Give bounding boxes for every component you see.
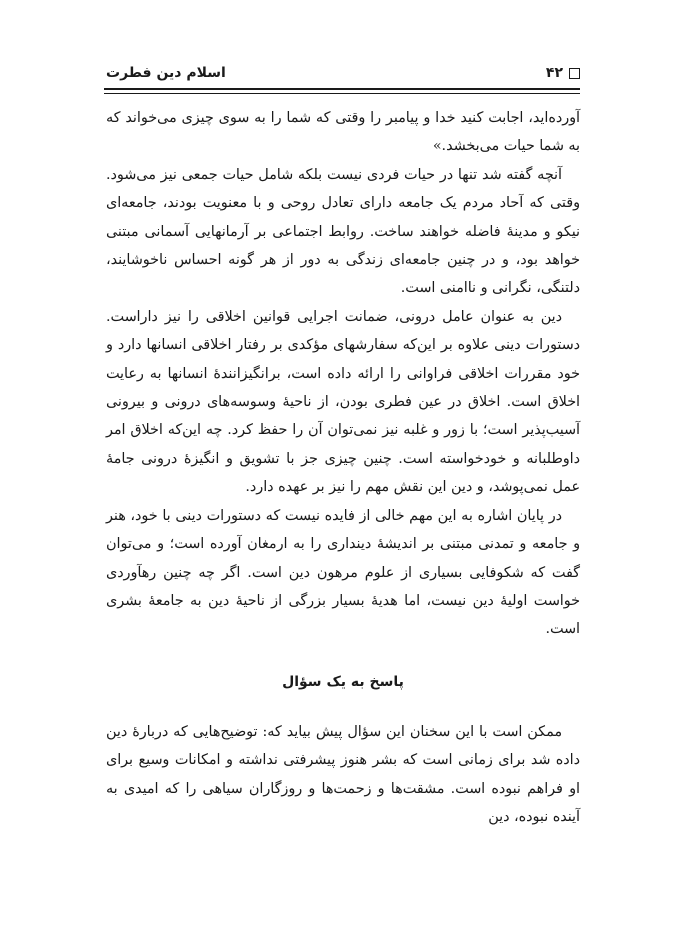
paragraph: آورده‌ايد، اجابت كنيد خدا و پيامبر را وقتى كه شما را به سوى چيزى مى‌خواند كه به شما حيات مى‌بخشد.»	[106, 110, 580, 155]
page-body	[106, 104, 580, 831]
paragraph: دين به عنوان عامل درونى، ضمانت اجرايى قوانين اخلاقى را نيز داراست. دستورات دينى علاوه بر اين‌كه سفارشهاى مؤكدى بر رفتار اخلاقى انسانها دارد و خود مقررات اخلاقى فراوانى را ارائه داده است، برانگيزانندهٔ انسانها به رعايت اخلاق است. اخلاق در عين فطرى بودن، از ناحيهٔ وسوسه‌هاى درونى و بيرونى آسيب‌پذير است؛ با زور و غلبه نيز نمى‌توان آن را حفظ كرد. چه اين‌كه اخلاق امر داوطلبانه و خودخواسته است. چنين چيزى جز با تشويق و انگيزهٔ درونى جامهٔ عمل نمى‌پوشد، و دين اين نقش مهم را نيز بر عهده دارد.	[106, 308, 580, 496]
page-number-group	[546, 65, 580, 81]
paragraph: ممكن است با اين سخنان اين سؤال پيش بيايد كه: توضيح‌هايى كه دربارهٔ دين داده شد براى زمانى است كه بشر هنوز پيشرفتى نداشته و امكانات وسيع براى او فراهم نبوده است. مشقت‌ها و زحمت‌ها و روزگاران سياهى را كه اميدى به آينده نبوده، دين	[106, 723, 580, 825]
section-heading: پاسخ به يک سؤال	[282, 673, 404, 690]
paragraph: آنچه گفته شد تنها در حيات فردى نيست بلكه شامل حيات جمعى نيز مى‌شود. وقتى كه آحاد مردم يک جامعه داراى تعادل روحى و با معنويت بودند، جامعه‌اى نيكو و مدينهٔ فاضله خواهند ساخت. روابط اجتماعى بر آرمانهايى آسمانى مبتنى خواهد بود، و در چنين جامعه‌اى زندگى به دور از هر گونه احساس ناخوشايند، دلتنگى، نگرانى و ناامنى است.	[106, 166, 580, 297]
paragraph: در پايان اشاره به اين مهم خالى از فايده نيست كه دستورات دينى با خود، هنر و جامعه و تمدنى مبتنى بر انديشهٔ ديندارى را به ارمغان آورده است؛ و مى‌توان گفت كه شكوفايى بسيارى از علوم مرهون دين است. اگر چه چنين رهآوردى خواست اوليهٔ دين نيست، اما هديهٔ بسيار بزرگى از ناحيهٔ دين به جامعهٔ بشرى است.	[106, 507, 580, 638]
book-title: اسلام دين فطرت	[106, 65, 226, 81]
page-number: ۴۲	[545, 65, 563, 81]
running-header	[106, 62, 580, 84]
header-rule-thin	[104, 93, 580, 94]
header-rule-thick	[104, 88, 580, 90]
square-icon	[569, 68, 580, 79]
